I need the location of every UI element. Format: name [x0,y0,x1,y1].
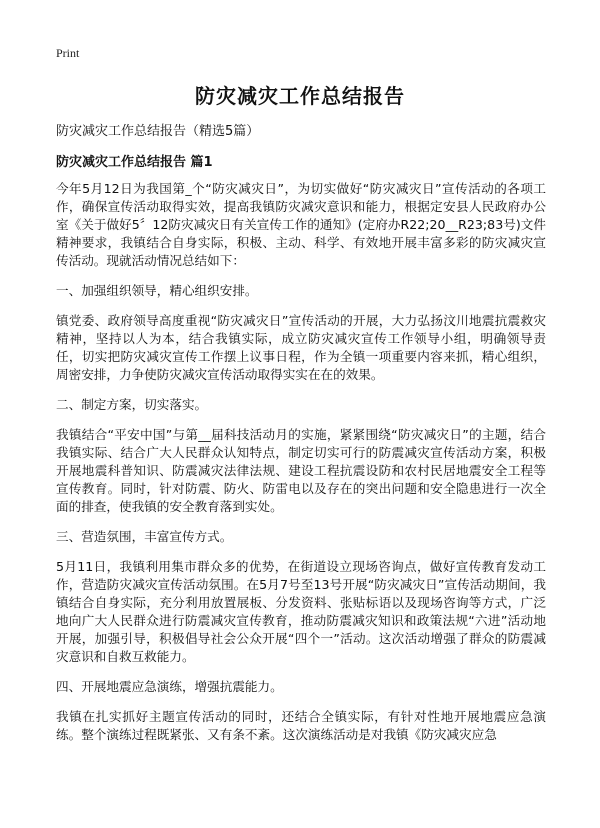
section-title: 防灾减灾工作总结报告 篇1 [56,155,213,170]
paragraph-drill: 我镇在扎实抓好主题宣传活动的同时，还结合全镇实际，有针对性地开展地震应急演练。整个演练过程既紧张、又有条不紊。这次演练活动是对我镇《防灾减灾应急 [56,709,546,742]
subheading-organization: 一、加强组织领导，精心组织安排。 [56,283,258,298]
paragraph-plan: 我镇结合“平安中国”与第__届科技活动月的实施，紧紧围绕“防灾减灾日”的主题，结合我镇实际、结合广大人民群众认知特点，制定切实可行的防震减灾宣传活动方案，积极开展地震科普知识、防震减灾法律法规、建设工程抗震设防和农村民居地震安全工程等宣传教育。同时，针对防震、防火、防雷电以及存在的突出问题和安全隐患进行一次全面的排查，使我镇的安全教育落到实处。 [56,427,546,514]
paragraph-atmosphere: 5月11日，我镇利用集市群众多的优势，在街道设立现场咨询点，做好宣传教育发动工作，营造防灾减灾宣传活动氛围。在5月7号至13号开展“防灾减灾日”宣传活动期间，我镇结合自身实际，充分利用放置展板、分发资料、张贴标语以及现场咨询等方式，广泛地向广大人民群众进行防震减灾宣传教育，推动防震减灾知识和政策法规“六进”活动地开展，加强引导，积极倡导社会公众开展“四个一”活动。这次活动增强了群众的防震减灾意识和自救互救能力。 [56,559,546,664]
document-subtitle: 防灾减灾工作总结报告（精选5篇） [56,124,260,139]
page-title: 防灾减灾工作总结报告 [195,84,405,108]
subheading-plan: 二、制定方案，切实落实。 [56,397,208,412]
paragraph-organization: 镇党委、政府领导高度重视“防灾减灾日”宣传活动的开展，大力弘扬汶川地震抗震救灾精神，坚持以人为本，结合我镇实际，成立防灾减灾宣传工作领导小组，明确领导责任，切实把防灾减灾宣传工作摆上议事日程，作为全镇一项重要内容来抓，精心组织，周密安排，力争使防灾减灾宣传活动取得实实在在的效果。 [56,313,546,382]
subheading-drill: 四、开展地震应急演练，增强抗震能力。 [56,679,283,694]
print-link[interactable]: Print [56,46,80,60]
subheading-atmosphere: 三、营造氛围，丰富宣传方式。 [56,529,233,544]
document-body [56,180,546,756]
paragraph-intro: 今年5月12日为我国第_个“防灾减灾日”，为切实做好“防灾减灾日”宣传活动的各项工作，确保宣传活动取得实效，提高我镇防灾减灾意识和能力，根据定安县人民政府办公室《关于做好5〞12防灾减灾日有关宣传工作的通知》(定府办R22;20__R23;83号)文件精神要求，我镇结合自身实际，积极、主动、科学、有效地开展丰富多彩的防灾减灾宣传活动。现就活动情况总结如下： [56,181,546,268]
